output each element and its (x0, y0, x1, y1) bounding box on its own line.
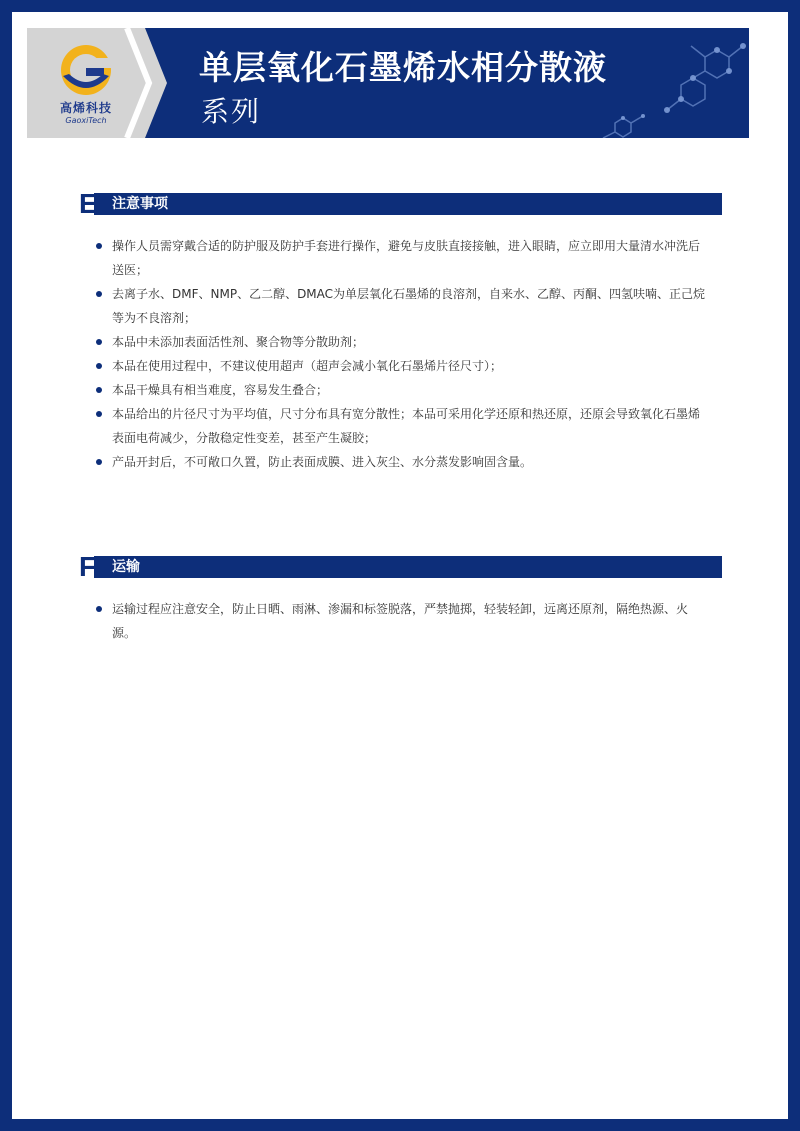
transport-list (96, 597, 711, 645)
section-title-transport: 运输 (112, 559, 140, 575)
company-logo (27, 28, 145, 138)
list-item: 去离子水、DMF、NMP、乙二醇、DMAC为单层氧化石墨烯的良溶剂，自来水、乙醇、丙酮、四氢呋喃、正己烷等为不良溶剂； (96, 282, 711, 330)
list-item: 产品开封后，不可敞口久置，防止表面成膜、进入灰尘、水分蒸发影响固含量。 (96, 450, 711, 474)
page-subtitle: 系列 (201, 95, 262, 128)
logo-company-name-cn: 高烯科技 (59, 101, 112, 115)
list-item: 运输过程应注意安全，防止日晒、雨淋、渗漏和标签脱落，严禁抛掷，轻装轻卸，远离还原剂，隔绝热源、火源。 (96, 597, 711, 645)
page-title: 单层氧化石墨烯水相分散液 (199, 48, 607, 87)
section-header-bar-f (68, 551, 722, 582)
logo-mark-icon (27, 28, 145, 100)
logo-company-name-en: GaoxiTech (65, 116, 107, 125)
section-letter-f: F (79, 551, 97, 582)
section-title-precautions: 注意事项 (112, 196, 168, 212)
precautions-list (96, 234, 711, 474)
list-item: 本品给出的片径尺寸为平均值，尺寸分布具有宽分散性；本品可采用化学还原和热还原，还原会导致氧化石墨烯表面电荷减少，分散稳定性变差，甚至产生凝胶； (96, 402, 711, 450)
list-item: 本品干燥具有相当难度，容易发生叠合； (96, 378, 711, 402)
list-item: 操作人员需穿戴合适的防护服及防护手套进行操作，避免与皮肤直接接触，进入眼睛，应立即用大量清水冲洗后送医； (96, 234, 711, 282)
header-banner (27, 28, 749, 138)
section-letter-e: E (79, 188, 98, 219)
list-item: 本品在使用过程中，不建议使用超声（超声会减小氧化石墨烯片径尺寸）； (96, 354, 711, 378)
list-item: 本品中未添加表面活性剂、聚合物等分散助剂； (96, 330, 711, 354)
